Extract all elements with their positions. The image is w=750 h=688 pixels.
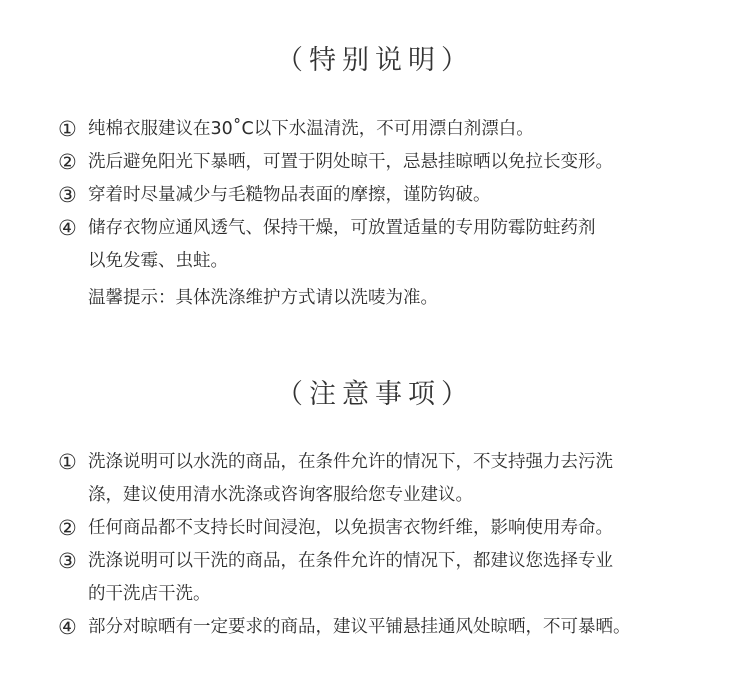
item-text: 纯棉衣服建议在30˚C以下水温清洗，不可用漂白剂漂白。 [88,119,534,139]
warm-tip: 温馨提示：具体洗涤维护方式请以洗唛为准。 [88,288,438,308]
item-number: ① [58,450,77,474]
item-text-continued: 以免发霉、虫蛀。 [88,251,228,271]
item-text-continued: 涤，建议使用清水洗涤或咨询客服给您专业建议。 [88,485,473,505]
list-item [58,179,738,212]
item-number: ③ [58,549,77,573]
item-number: ② [58,516,77,540]
item-text: 洗涤说明可以水洗的商品，在条件允许的情况下，不支持强力去污洗 [88,452,613,472]
item-number: ④ [58,216,77,240]
list-item [58,146,738,179]
care-instructions-list [58,113,738,315]
item-number: ③ [58,183,77,207]
item-text: 储存衣物应通风透气、保持干燥，可放置适量的专用防霉防蛀药剂 [88,218,596,238]
item-text: 部分对晾晒有一定要求的商品，建议平铺悬挂通风处晾晒，不可暴晒。 [88,617,631,637]
item-text-continued: 的干洗店干洗。 [88,584,211,604]
list-item [58,446,738,512]
list-item [58,611,738,644]
precautions-title: （注意事项） [276,379,474,410]
list-item [58,545,738,611]
care-instructions-title: （特别说明） [276,45,474,76]
precautions-list [58,446,738,644]
item-text: 穿着时尽量减少与毛糙物品表面的摩擦，谨防钩破。 [88,185,491,205]
list-item [58,212,738,278]
item-number: ④ [58,615,77,639]
item-number: ① [58,117,77,141]
list-item [58,512,738,545]
item-number: ② [58,150,77,174]
item-text: 任何商品都不支持长时间浸泡，以免损害衣物纤维，影响使用寿命。 [88,518,613,538]
item-text: 洗后避免阳光下暴晒，可置于阴处晾干，忌悬挂晾晒以免拉长变形。 [88,152,613,172]
list-item [58,113,738,146]
item-text: 洗涤说明可以干洗的商品，在条件允许的情况下，都建议您选择专业 [88,551,613,571]
